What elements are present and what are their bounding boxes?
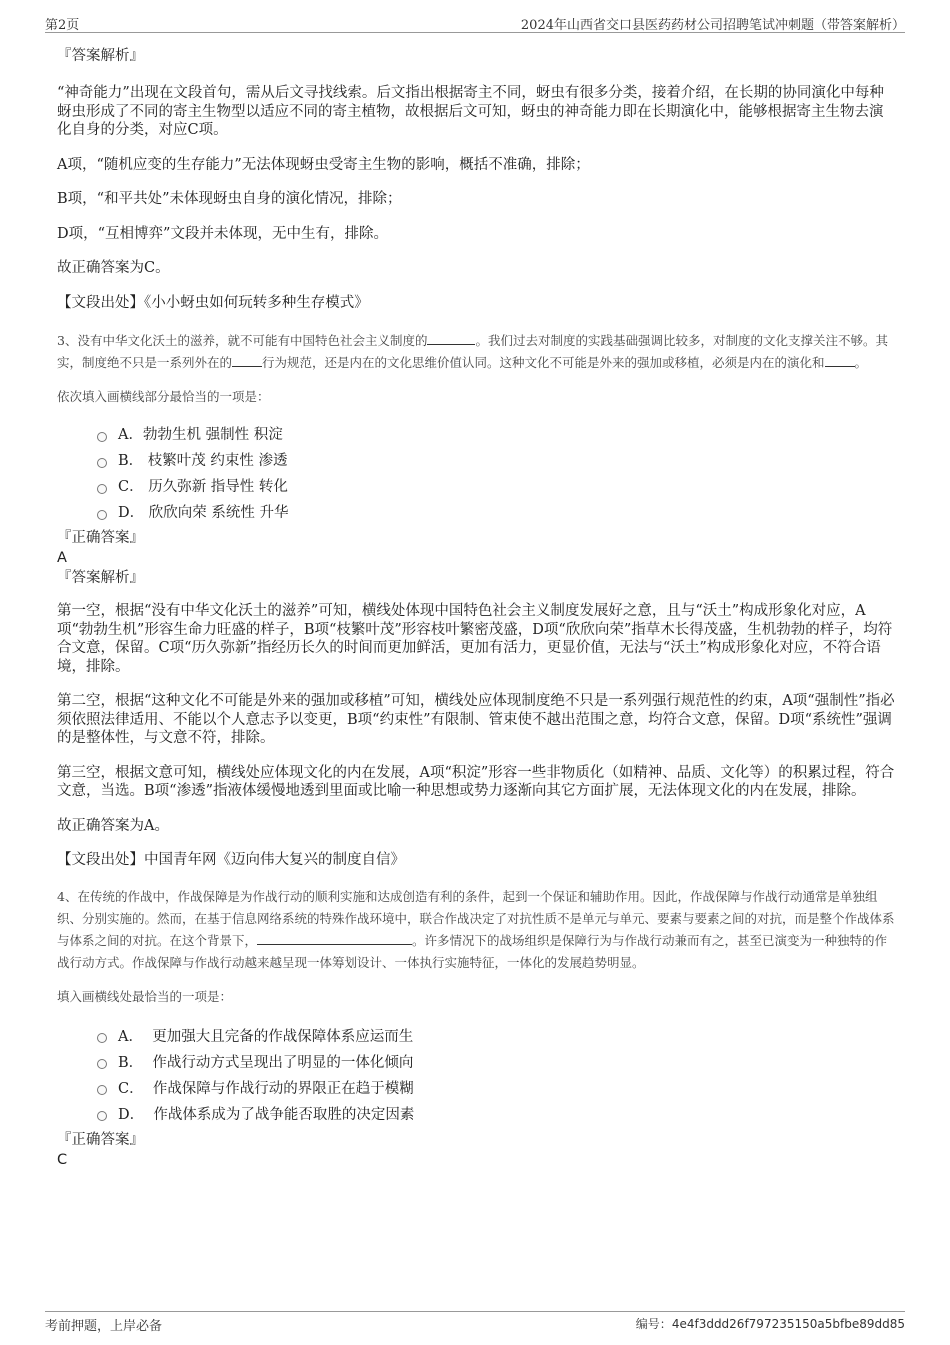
q2-analysis-paragraph-4: D项，“互相博弈”文段并未体现，无中生有，排除。 — [57, 225, 388, 242]
radio-button-icon[interactable] — [97, 510, 107, 520]
q4-option-b[interactable]: B． 作战行动方式呈现出了明显的一体化倾向 — [97, 1050, 897, 1076]
page-header — [45, 10, 905, 33]
q3-source: 【文段出处】中国青年网《迈向伟大复兴的制度自信》 — [57, 852, 405, 868]
q4-option-d[interactable]: D． 作战体系成为了战争能否取胜的决定因素 — [97, 1102, 897, 1128]
page-content — [57, 42, 897, 1170]
radio-button-icon[interactable] — [97, 1059, 107, 1069]
q3-answer-label: 『正确答案』 — [57, 530, 144, 546]
radio-button-icon[interactable] — [97, 1085, 107, 1095]
q3-analysis-paragraph-3: 第三空，根据文意可知，横线处应体现文化的内在发展，A项“积淀”形容一些非物质化（如精神、品质、文化等）的积累过程，符合文意，当选。B项“渗透”指液体缓慢地透到里面或比喻一种思想或势力逐渐向其它方面扩展，无法体现文化的内在发展，排除。 — [57, 764, 895, 799]
q3-option-a[interactable]: A．勃勃生机 强制性 积淀 — [97, 422, 897, 448]
q3-analysis-paragraph-1: 第一空，根据“没有中华文化沃土的滋养”可知，横线处体现中国特色社会主义制度发展好之意，且与“沃土”构成形象化对应，A项“勃勃生机”形容生命力旺盛的样子，B项“枝繁叶茂”形容枝叶繁密茂盛，D项“欣欣向荣”指草木长得茂盛，生机勃勃的样子，均符合文意，保留。C项“历久弥新”指经历长久的时间而更加鲜活，更加有活力，更显价值，无法与“沃土”构成形象化对应，不符合语境，排除。 — [57, 603, 893, 675]
q4-answer: C — [57, 1151, 68, 1168]
q4-options — [57, 1024, 897, 1128]
q3-blank-1 — [427, 333, 475, 345]
page-number: 第2页 — [45, 18, 80, 33]
q3-blank-2 — [232, 355, 262, 367]
q2-analysis-label: 『答案解析』 — [57, 48, 144, 64]
radio-button-icon[interactable] — [97, 484, 107, 494]
radio-button-icon[interactable] — [97, 432, 107, 442]
q3-option-d[interactable]: D． 欣欣向荣 系统性 升华 — [97, 500, 897, 526]
q4-prompt: 填入画横线处最恰当的一项是： — [57, 988, 233, 1004]
radio-button-icon[interactable] — [97, 1111, 107, 1121]
q3-conclusion: 故正确答案为A。 — [57, 817, 169, 834]
footer-slogan: 考前押题，上岸必备 — [45, 1319, 163, 1334]
q3-analysis-paragraph-2: 第二空，根据“这种文化不可能是外来的强加或移植”可知，横线处应体现制度绝不只是一系列强行规范性的约束，A项“强制性”指必须依照法律适用、不能以个人意志予以变更，B项“约束性”有限制、管束使不越出范围之意，均符合文意，保留。D项“系统性”强调的是整体性，与文意不符，排除。 — [57, 693, 895, 746]
q3-answer: A — [57, 550, 67, 566]
q2-conclusion: 故正确答案为C。 — [57, 260, 170, 276]
q2-source: 【文段出处】《小小蚜虫如何玩转多种生存模式》 — [57, 294, 369, 311]
radio-button-icon[interactable] — [97, 458, 107, 468]
q3-analysis-label: 『答案解析』 — [57, 570, 144, 586]
q3-prompt: 依次填入画横线部分最恰当的一项是： — [57, 389, 270, 404]
q2-analysis-paragraph-2: A项，“随机应变的生存能力”无法体现蚜虫受寄主生物的影响，概括不准确，排除； — [57, 156, 590, 173]
q4-option-c[interactable]: C． 作战保障与作战行动的界限正在趋于模糊 — [97, 1076, 897, 1102]
q4-stem: 4、在传统的作战中，作战保障是为作战行动的顺利实施和达成创造有利的条件，起到一个保证和辅助作用。因此，作战保障与作战行动通常是单独组织、分别实施的。然而，在基于信息网络系统的特殊作战环境中，联合作战决定了对抗性质不是单元与单元、要素与要素之间的对抗，而是整个作战体系与体系之间的对抗。在这个背景下， 。许多情况下的战场组织是保障行为与作战行动兼而有之，甚至已演变为一种独特的作战行动方式。作战保障与作战行动越来越呈现一体筹划设计、一体执行实施特征，一体化的发展趋势明显。 — [57, 888, 895, 970]
q3-options — [57, 422, 897, 526]
q3-stem: 3、没有中华文化沃土的滋养，就不可能有中国特色社会主义制度的 。我们过去对制度的实践基础强调比较多，对制度的文化支撑关注不够。其实，制度绝不只是一系列外在的 行为规范，还是内在的文化思维价值认同。这种文化不可能是外来的强加或移植，必须是内在的演化和 。 — [57, 333, 888, 370]
q4-blank — [257, 933, 412, 945]
q2-analysis-paragraph-3: B项，“和平共处”未体现蚜虫自身的演化情况，排除； — [57, 191, 402, 207]
document-title: 2024年山西省交口县医药药材公司招聘笔试冲刺题（带答案解析） — [520, 18, 905, 33]
radio-button-icon[interactable] — [97, 1033, 107, 1043]
q3-option-c[interactable]: C． 历久弥新 指导性 转化 — [97, 474, 897, 500]
q4-option-a[interactable]: A． 更加强大且完备的作战保障体系应运而生 — [97, 1024, 897, 1050]
page-footer — [45, 1311, 905, 1336]
q3-blank-3 — [825, 355, 855, 367]
q2-analysis-paragraph-1: “神奇能力”出现在文段首句，需从后文寻找线索。后文指出根据寄主不同，蚜虫有很多分类，接着介绍，在长期的协同演化中每种蚜虫形成了不同的寄主生物型以适应不同的寄主植物，故根据后文可知，蚜虫的神奇能力即在长期演化中，能够根据寄主生物去演化自身的分类，对应C项。 — [57, 85, 884, 138]
q4-answer-label: 『正确答案』 — [57, 1131, 144, 1148]
q3-option-b[interactable]: B． 枝繁叶茂 约束性 渗透 — [97, 448, 897, 474]
document-code: 编号：4e4f3ddd26f797235150a5bfbe89dd85 — [635, 1317, 905, 1331]
